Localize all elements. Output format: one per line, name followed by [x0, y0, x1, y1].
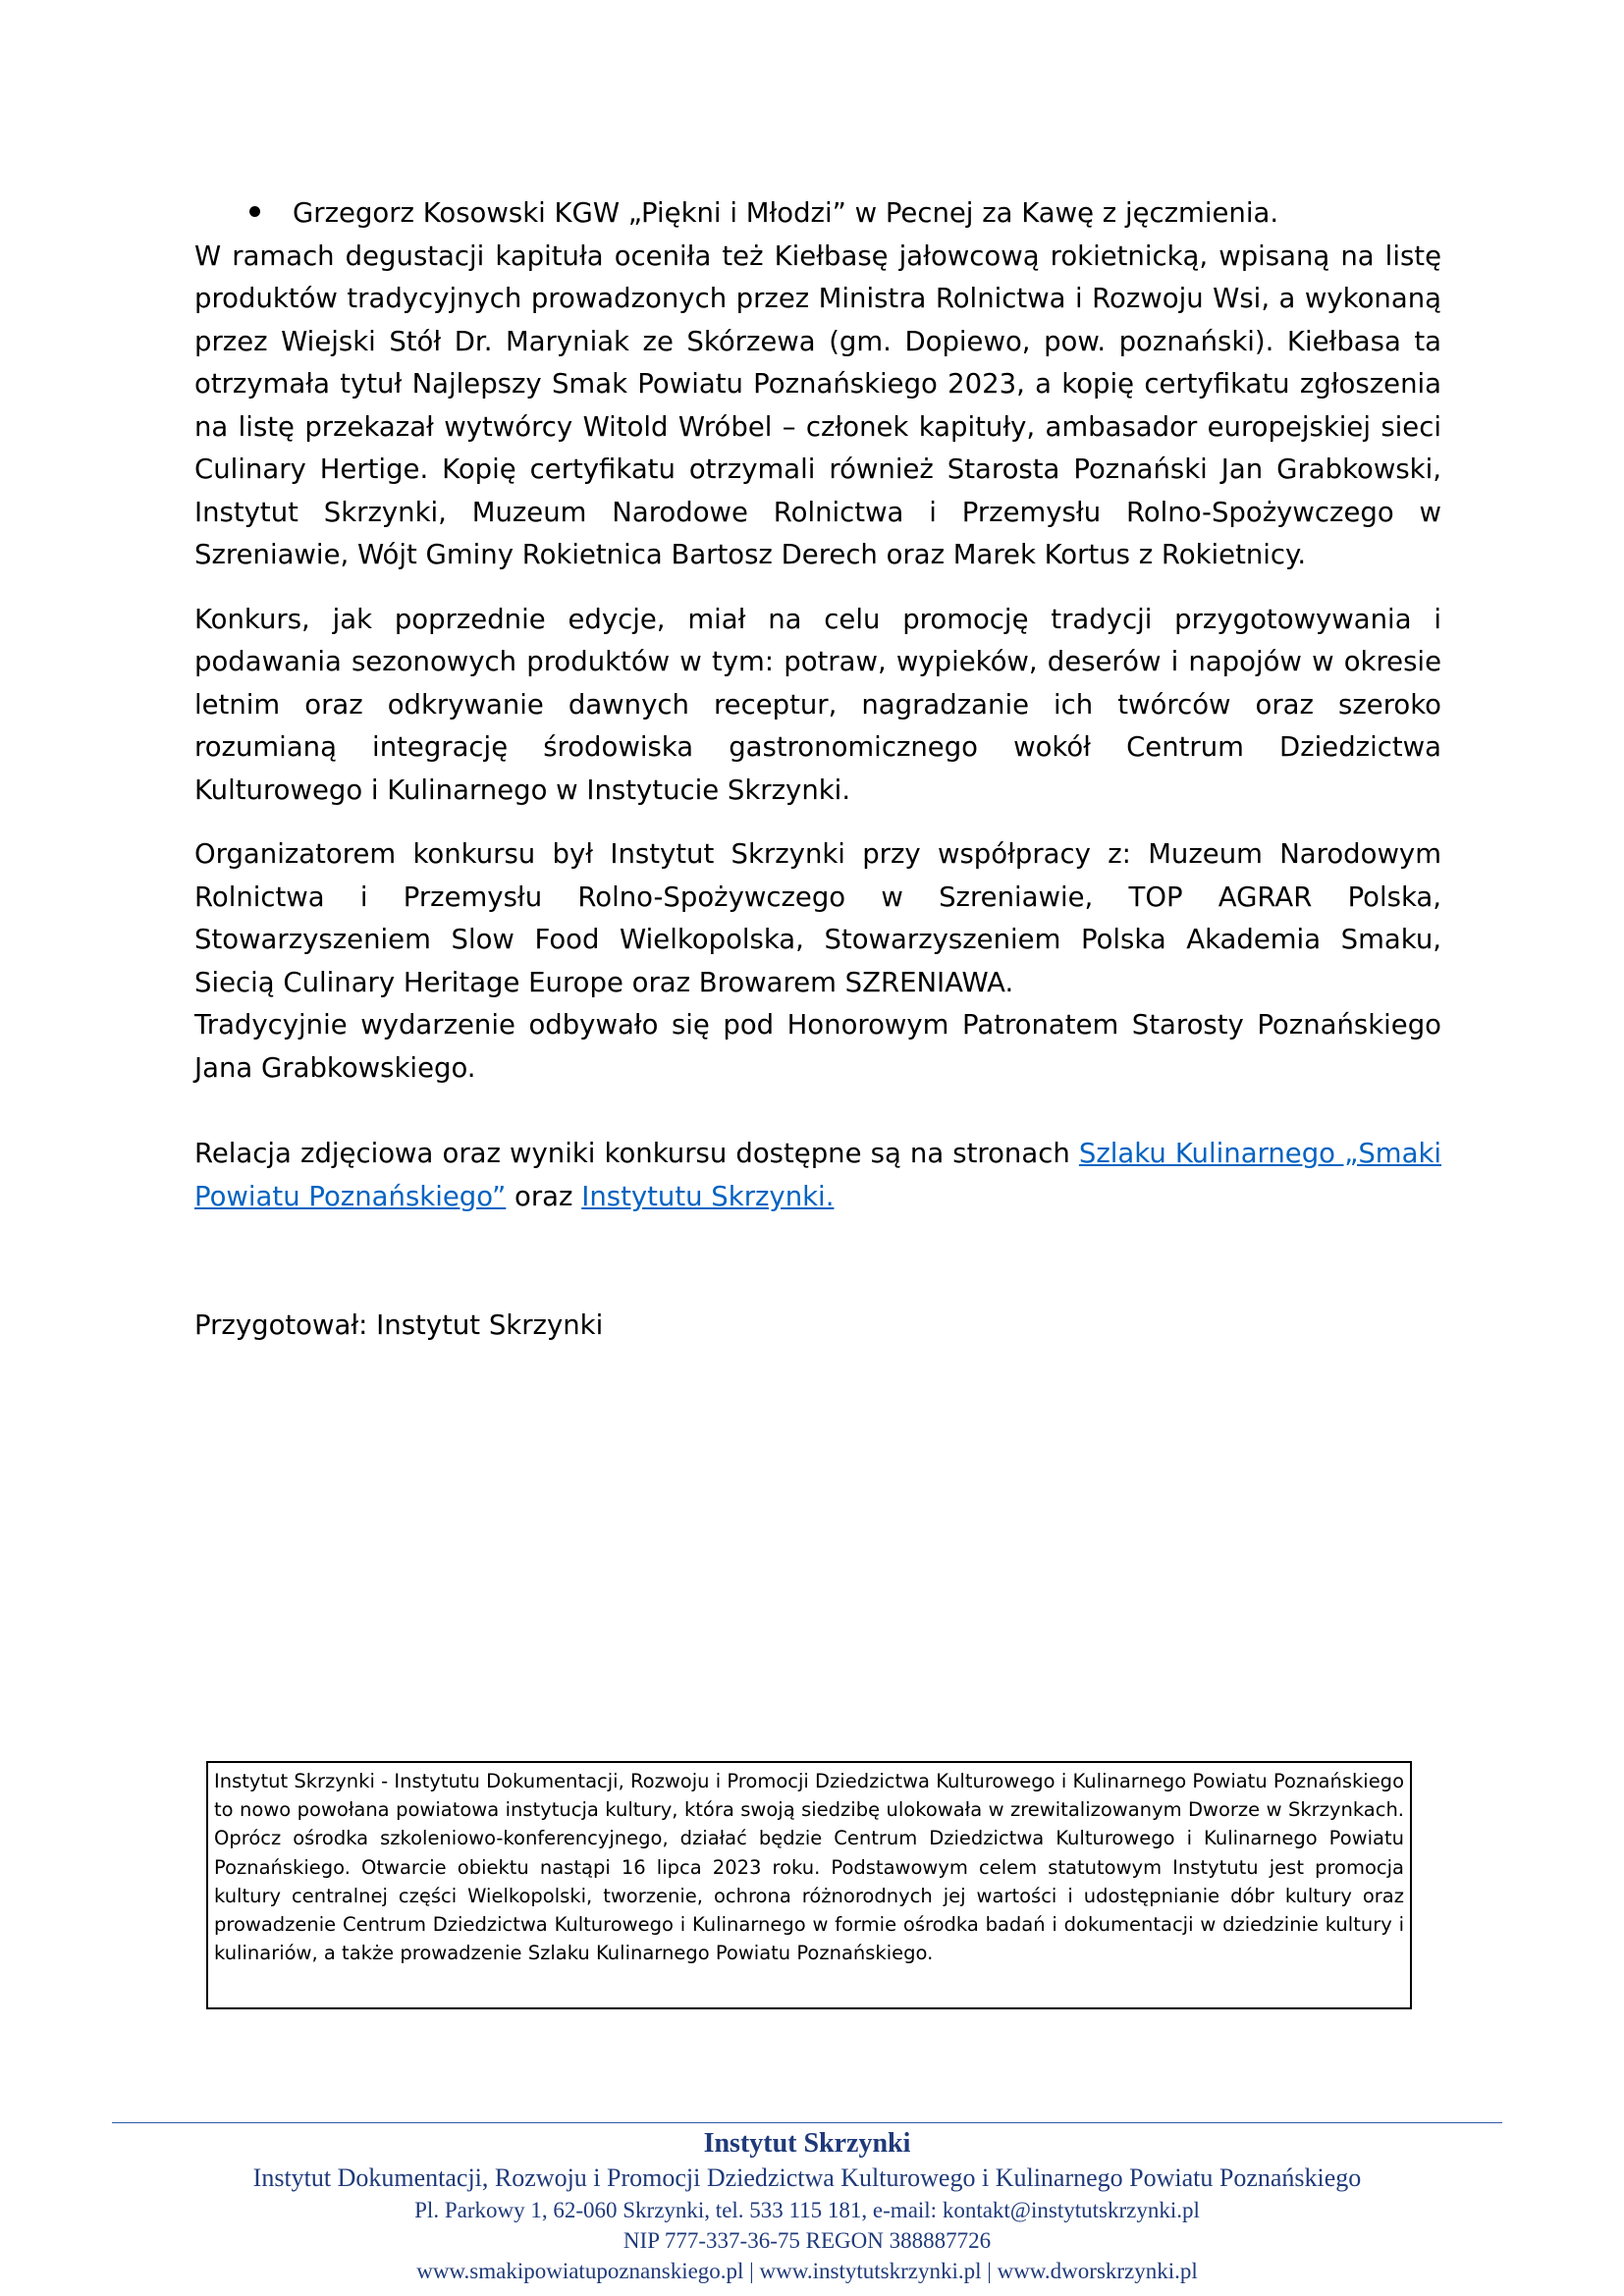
institute-info-box	[206, 1761, 1412, 2009]
footer-divider	[112, 2122, 1502, 2123]
bullet-item-text: Grzegorz Kosowski KGW „Piękni i Młodzi” w Pecnej za Kawę z jęczmienia.	[293, 197, 1279, 229]
footer-ids: NIP 777-337-36-75 REGON 388887726	[623, 2228, 992, 2253]
footer-address: Pl. Parkowy 1, 62-060 Skrzynki, tel. 533 115 181, e-mail: kontakt@instytutskrzynki.pl	[414, 2198, 1200, 2222]
relacja-mid: oraz	[506, 1180, 582, 1212]
paragraph-patronat: Tradycyjnie wydarzenie odbywało się pod Honorowym Patronatem Starosty Poznańskiego Jana Grabkowskiego.	[194, 1009, 1441, 1084]
paragraph-organizator: Organizatorem konkursu był Instytut Skrzynki przy współpracy z: Muzeum Narodowym Rolnictwa i Przemysłu Rolno-Spożywczego w Szreniawie, TOP AGRAR Polska, Stowarzyszeniem Slow Food Wielkopolska, Stowarzyszeniem Polska Akademia Smaku, Siecią Culinary Heritage Europe oraz Browarem SZRENIAWA.	[194, 838, 1441, 998]
prepared-by: Przygotował: Instytut Skrzynki	[194, 1309, 604, 1341]
page-footer	[112, 2126, 1502, 2286]
paragraph-konkurs-cel: Konkurs, jak poprzednie edycje, miał na celu promocję tradycji przygotowywania i podawania sezonowych produktów w tym: potraw, wypieków, deserów i napojów w okresie letnim oraz odkrywanie dawnych receptur, nagradzanie ich twórców oraz szeroko rozumianą integrację środowiska gastronomicznego wokół Centrum Dziedzictwa Kulturowego i Kulinarnego w Instytucie Skrzynki.	[194, 603, 1441, 806]
footer-websites: www.smakipowiatupoznanskiego.pl | www.instytutskrzynki.pl | www.dworskrzynki.pl	[416, 2259, 1198, 2283]
bullet-list-item	[194, 192, 1441, 236]
paragraph-degustacja: W ramach degustacji kapituła oceniła też Kiełbasę jałowcową rokietnicką, wpisaną na listę produktów tradycyjnych prowadzonych przez Ministra Rolnictwa i Rozwoju Wsi, a wykonaną przez Wiejski Stół Dr. Maryniak ze Skórzewa (gm. Dopiewo, pow. poznański). Kiełbasa ta otrzymała tytuł Najlepszy Smak Powiatu Poznańskiego 2023, a kopię certyfikatu zgłoszenia na listę przekazał wytwórcy Witold Wróbel – członek kapituły, ambasador europejskiej sieci Culinary Hertige. Kopię certyfikatu otrzymali również Starosta Poznański Jan Grabkowski, Instytut Skrzynki, Muzeum Narodowe Rolnictwa i Przemysłu Rolno-Spożywczego w Szreniawie, Wójt Gminy Rokietnica Bartosz Derech oraz Marek Kortus z Rokietnicy.	[194, 240, 1441, 570]
relacja-prefix: Relacja zdjęciowa oraz wyniki konkursu dostępne są na stronach	[194, 1138, 1079, 1169]
bullet-dot-icon	[249, 206, 260, 217]
link-szlak-kulinarny[interactable]: Szlaku Kulinarnego „Smaki Powiatu Poznańskiego”	[194, 1138, 1442, 1212]
paragraph-relacja	[194, 1133, 1441, 1218]
institute-info-text: Instytut Skrzynki - Instytutu Dokumentacji, Rozwoju i Promocji Dziedzictwa Kulturowego i Kulinarnego Powiatu Poznańskiego to nowo powołana powiatowa instytucja kultury, która swoją siedzibę ulokowała w zrewitalizowanym Dworze w Skrzynkach. Oprócz ośrodka szkoleniowo-konferencyjnego, działać będzie Centrum Dziedzictwa Kulturowego i Kulinarnego Powiatu Poznańskiego. Otwarcie obiektu nastąpi 16 lipca 2023 roku. Podstawowym celem statutowym Instytutu jest promocja kultury centralnej części Wielkopolski, tworzenie, ochrona różnorodnych jej wartości i udostępnianie dóbr kultury oraz prowadzenie Centrum Dziedzictwa Kulturowego i Kulinarnego w formie ośrodka badań i dokumentacji w dziedzinie kultury i kulinariów, a także prowadzenie Szlaku Kulinarnego Powiatu Poznańskiego.	[214, 1770, 1404, 1965]
footer-subtitle: Instytut Dokumentacji, Rozwoju i Promocji Dziedzictwa Kulturowego i Kulinarnego Powiatu Poznańskiego	[252, 2163, 1362, 2192]
document-body	[194, 192, 1441, 1348]
footer-title: Instytut Skrzynki	[703, 2128, 911, 2159]
link-instytut-skrzynki[interactable]: Instytutu Skrzynki.	[581, 1180, 835, 1212]
